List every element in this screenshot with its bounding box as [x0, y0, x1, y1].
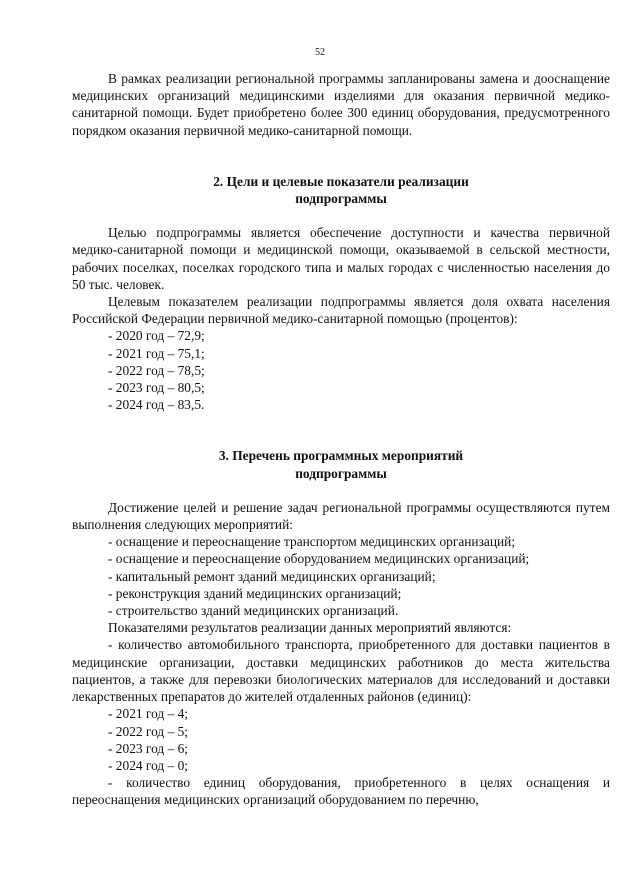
page-number: 52 [315, 47, 325, 58]
indicator-2-text: - количество единиц оборудования, приобретенного в целях оснащения и переоснащения медицинских организаций оборудованием по перечню, [72, 775, 610, 808]
list-item: - реконструкция зданий медицинских организаций; [108, 585, 402, 601]
list-item: - оснащение и переоснащение транспортом медицинских организаций; [108, 534, 516, 550]
spacer [72, 482, 610, 499]
list-item: - 2022 год – 78,5; [108, 362, 205, 378]
coverage-indicator-list [72, 327, 610, 413]
indicator-1-text: - количество автомобильного транспорта, приобретенного для доставки пациентов в медицинские организации, доставки медицинских работников до места жительства пациентов, а также для перевозки биологических материалов для исследований и доставки лекарственных препаратов до жителей отдаленных районов (единиц): [72, 637, 610, 705]
vehicle-count-list [72, 705, 610, 774]
measures-list [72, 533, 610, 619]
spacer [72, 139, 610, 173]
section-2-heading-line-1: 2. Цели и целевые показатели реализации [213, 173, 469, 189]
intro-paragraph: В рамках реализации региональной программы запланированы замена и дооснащение медицинских организаций медицинскими изделиями для оказания первичной медико-санитарной помощи. Будет приобретено более 300 единиц оборудования, предусмотренного порядком оказания первичной медико-санитарной помощи. [72, 71, 610, 138]
results-indicators-paragraph: Показателями результатов реализации данных мероприятий являются: [108, 620, 512, 636]
section-2-goal-paragraph: Целью подпрограммы является обеспечение доступности и качества первичной медико-санитарной помощи и медицинской помощи, оказываемой в сельской местности, рабочих поселках, поселках городского типа и малых городах с численностью населения до 50 тыс. человек. [72, 225, 610, 292]
list-item: - 2023 год – 80,5; [108, 380, 205, 396]
section-3-intro-paragraph: Достижение целей и решение задач региональной программы осуществляются путем выполнения следующих мероприятий: [72, 499, 610, 533]
list-item: - 2021 год – 75,1; [108, 345, 205, 361]
indicator-1-list [72, 636, 610, 705]
list-item: - 2024 год – 0; [108, 757, 189, 773]
list-item: - 2021 год – 4; [108, 706, 189, 722]
spacer [72, 413, 610, 447]
list-item: - оснащение и переоснащение оборудованием медицинских организаций; [108, 551, 530, 567]
list-item: - строительство зданий медицинских организаций. [108, 603, 399, 619]
indicator-2-list [72, 774, 610, 808]
list-item: - 2022 год – 5; [108, 723, 189, 739]
spacer [72, 207, 610, 224]
section-2-indicator-paragraph: Целевым показателем реализации подпрограммы является доля охвата населения Российской Федерации первичной медико-санитарной помощью (процентов): [72, 294, 610, 327]
list-item: - 2020 год – 72,9; [108, 328, 205, 344]
section-3-heading-line-1: 3. Перечень программных мероприятий [218, 448, 464, 464]
section-3-heading-line-2: подпрограммы [295, 465, 387, 481]
list-item: - 2023 год – 6; [108, 740, 189, 756]
section-2-heading-line-2: подпрограммы [295, 191, 387, 207]
list-item: - 2024 год – 83,5. [108, 397, 205, 413]
document-body [72, 70, 610, 809]
list-item: - капитальный ремонт зданий медицинских организаций; [108, 568, 436, 584]
